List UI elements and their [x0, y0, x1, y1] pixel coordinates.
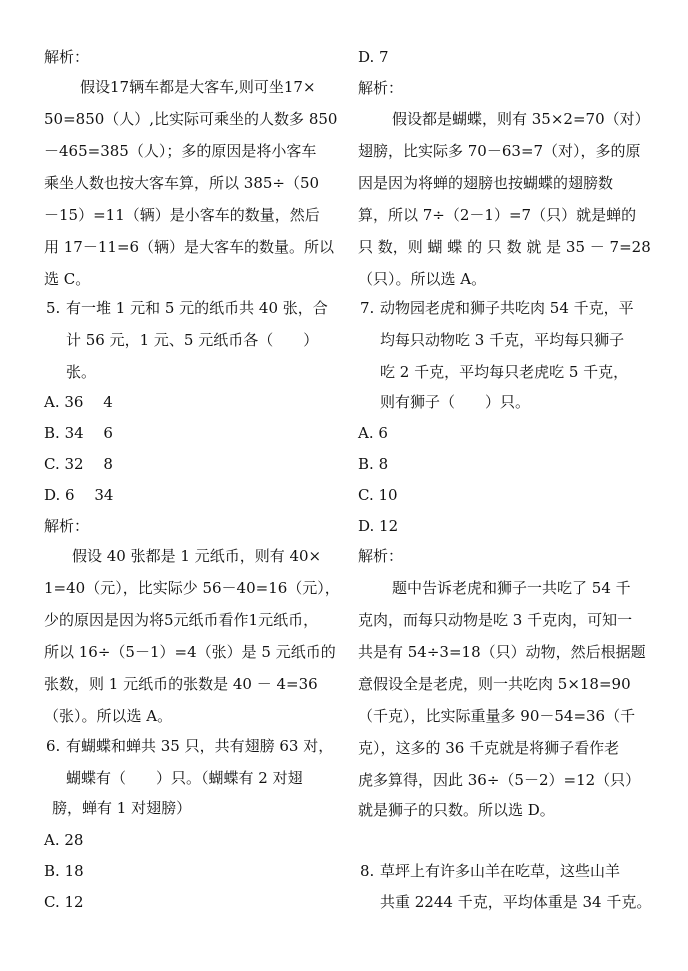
analysis-line: 50=850（人）,比实际可乘坐的人数多 850 [44, 110, 338, 128]
analysis-line: 共是有 54÷3=18（只）动物，然后根据题 [358, 643, 646, 661]
analysis-line: －15）=11（辆）是小客车的数量，然后 [44, 206, 320, 224]
option-letter: C. [44, 455, 60, 473]
option-letter: C. [44, 893, 60, 911]
option-text: 10 [378, 486, 398, 504]
analysis-line: 所以 16÷（5－1）=4（张）是 5 元纸币的 [44, 643, 336, 661]
option-c [358, 485, 398, 505]
option-text: 28 [64, 831, 84, 849]
analysis-line: 算，所以 7÷（2－1）=7（只）就是蝉的 [358, 206, 637, 224]
analysis-label: 解析： [358, 79, 404, 97]
option-text: 7 [379, 48, 389, 66]
option-a [44, 830, 83, 850]
analysis-line: 选 C。 [44, 270, 91, 288]
question-line: 均每只动物吃 3 千克，平均每只狮子 [380, 331, 625, 349]
question-line: 共重 2244 千克，平均体重是 34 千克。 [380, 893, 652, 911]
option-letter: D. [44, 486, 61, 504]
analysis-line: 只 数，则 蝴 蝶 的 只 数 就 是 35 － 7=28 [358, 238, 651, 256]
option-b [44, 861, 84, 881]
analysis-line: 虎多算得，因此 36÷（5－2）=12（只） [358, 771, 641, 789]
analysis-line: （张）。所以选 A。 [44, 707, 173, 725]
option-text: 34 6 [64, 424, 113, 442]
option-letter: B. [44, 424, 60, 442]
option-text: 12 [379, 517, 399, 535]
option-text: 6 [378, 424, 388, 442]
question-line: 吃 2 千克，平均每只老虎吃 5 千克， [380, 363, 629, 381]
question-line: 动物园老虎和狮子共吃肉 54 千克，平 [380, 299, 634, 317]
analysis-line: （只）。所以选 A。 [358, 270, 487, 288]
question-number: 5. [46, 299, 61, 317]
analysis-line: 因是因为将蝉的翅膀也按蝴蝶的翅膀数 [358, 174, 614, 192]
question-number: 7. [360, 299, 375, 317]
question-line: 计 56 元，1 元、5 元纸币各（ ） [66, 331, 319, 349]
option-text: 32 8 [64, 455, 113, 473]
analysis-line: 假设 40 张都是 1 元纸币，则有 40× [72, 547, 322, 565]
option-letter: B. [358, 455, 374, 473]
option-b [44, 423, 113, 443]
analysis-line: 1=40（元），比实际少 56－40=16（元）， [44, 579, 340, 597]
option-a [358, 423, 388, 443]
analysis-label: 解析： [358, 547, 404, 565]
option-text: 18 [64, 862, 84, 880]
question-line: 蝴蝶有（ ）只。（蝴蝶有 2 对翅 [66, 769, 303, 787]
option-a [44, 392, 113, 412]
analysis-line: 假设都是蝴蝶，则有 35×2=70（对） [392, 110, 650, 128]
analysis-line: 乘坐人数也按大客车算，所以 385÷（50 [44, 174, 320, 192]
analysis-line: 克），这多的 36 千克就是将狮子看作老 [358, 739, 620, 757]
question-line: 有蝴蝶和蝉共 35 只，共有翅膀 63 对， [66, 737, 334, 755]
analysis-label: 解析： [44, 48, 90, 66]
analysis-line: （千克），比实际重量多 90－54=36（千 [358, 707, 636, 725]
option-c [44, 892, 84, 912]
option-text: 12 [64, 893, 84, 911]
analysis-line: 题中告诉老虎和狮子一共吃了 54 千 [392, 579, 631, 597]
option-d [358, 516, 398, 536]
analysis-label: 解析： [44, 517, 90, 535]
analysis-line: 就是狮子的只数。所以选 D。 [358, 801, 555, 819]
analysis-line: 用 17－11=6（辆）是大客车的数量。所以 [44, 238, 335, 256]
option-text: 8 [378, 455, 389, 473]
question-line: 膀，蝉有 1 对翅膀） [52, 799, 192, 817]
option-text: 36 4 [64, 393, 113, 411]
option-d [44, 485, 113, 505]
question-number: 8. [360, 862, 375, 880]
analysis-line: 克肉，而每只动物是吃 3 千克肉，可知一 [358, 611, 633, 629]
option-letter: A. [44, 831, 60, 849]
option-letter: D. [358, 48, 375, 66]
analysis-line: 假设17辆车都是大客车,则可坐17× [80, 78, 316, 96]
question-line: 草坪上有许多山羊在吃草，这些山羊 [380, 862, 621, 880]
option-letter: C. [358, 486, 374, 504]
question-number: 6. [46, 737, 61, 755]
option-letter: A. [358, 424, 374, 442]
option-b [358, 454, 388, 474]
analysis-line: －465=385（人）；多的原因是将小客车 [44, 142, 317, 160]
question-line: 有一堆 1 元和 5 元的纸币共 40 张，合 [66, 299, 328, 317]
option-text: 6 34 [65, 486, 114, 504]
option-letter: D. [358, 517, 375, 535]
option-c [44, 454, 113, 474]
analysis-line: 翅膀，比实际多 70－63=7（对），多的原 [358, 142, 641, 160]
analysis-line: 张数，则 1 元纸币的张数是 40 － 4=36 [44, 675, 318, 693]
analysis-line: 意假设全是老虎，则一共吃肉 5×18=90 [358, 675, 631, 693]
option-letter: A. [44, 393, 60, 411]
question-line: 则有狮子（ ）只。 [380, 393, 531, 411]
analysis-line: 少的原因是因为将5元纸币看作1元纸币， [44, 611, 319, 629]
option-d [358, 47, 389, 67]
question-line: 张。 [66, 363, 97, 381]
option-letter: B. [44, 862, 60, 880]
